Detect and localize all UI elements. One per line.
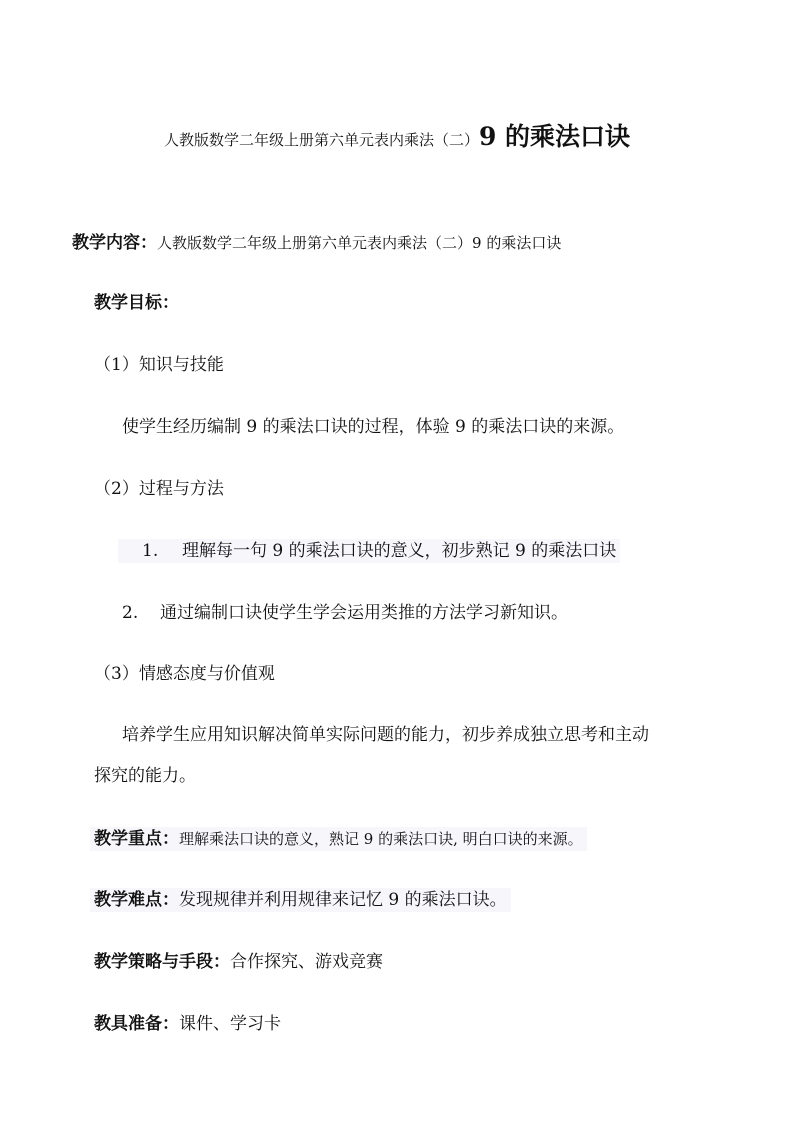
goal-1-text: 使学生经历编制 9 的乘法口诀的过程，体验 9 的乘法口诀的来源。: [122, 417, 625, 437]
materials: [94, 1014, 281, 1034]
title-prefix: 人教版数学二年级上册第六单元表内乘法（二）: [163, 131, 479, 149]
difficulties: [90, 888, 511, 912]
goal-3-text-line2: 探究的能力。: [94, 766, 196, 786]
difficulties-label: 教学难点：: [94, 890, 179, 910]
key-points-text: 理解乘法口诀的意义，熟记 9 的乘法口诀, 明白口诀的来源。: [179, 830, 583, 848]
goal-2-item-2: [122, 603, 568, 623]
teaching-goals-label: 教学目标：: [94, 293, 179, 313]
title-main: 9 的乘法口诀: [478, 122, 631, 151]
materials-text: 课件、学习卡: [179, 1014, 281, 1034]
goal-3-heading: （3）情感态度与价值观: [94, 664, 275, 684]
teaching-content-text: 人教版数学二年级上册第六单元表内乘法（二）9 的乘法口诀: [157, 234, 562, 252]
goal-1-heading: （1）知识与技能: [94, 355, 224, 375]
goal-2-item-1-number: 1.: [142, 541, 159, 561]
teaching-content-label: 教学内容：: [72, 233, 157, 253]
strategy: [94, 952, 383, 972]
goal-3-text-line1: 培养学生应用知识解决简单实际问题的能力，初步养成独立思考和主动: [122, 725, 649, 745]
goal-2-heading: （2）过程与方法: [94, 479, 224, 499]
strategy-label: 教学策略与手段：: [94, 952, 230, 972]
goal-2-item-1-text: 理解每一句 9 的乘法口诀的意义，初步熟记 9 的乘法口诀: [182, 541, 617, 561]
goal-2-item-2-number: 2.: [122, 603, 139, 623]
materials-label: 教具准备：: [94, 1014, 179, 1034]
key-points-label: 教学重点：: [94, 829, 179, 849]
key-points: [90, 827, 587, 851]
difficulties-text: 发现规律并利用规律来记忆 9 的乘法口诀。: [179, 890, 507, 910]
document-title: [0, 122, 794, 152]
strategy-text: 合作探究、游戏竞赛: [230, 952, 383, 972]
goal-2-item-1: [118, 539, 620, 563]
teaching-content: [72, 233, 561, 253]
goal-2-item-2-text: 通过编制口诀使学生学会运用类推的方法学习新知识。: [160, 603, 568, 623]
